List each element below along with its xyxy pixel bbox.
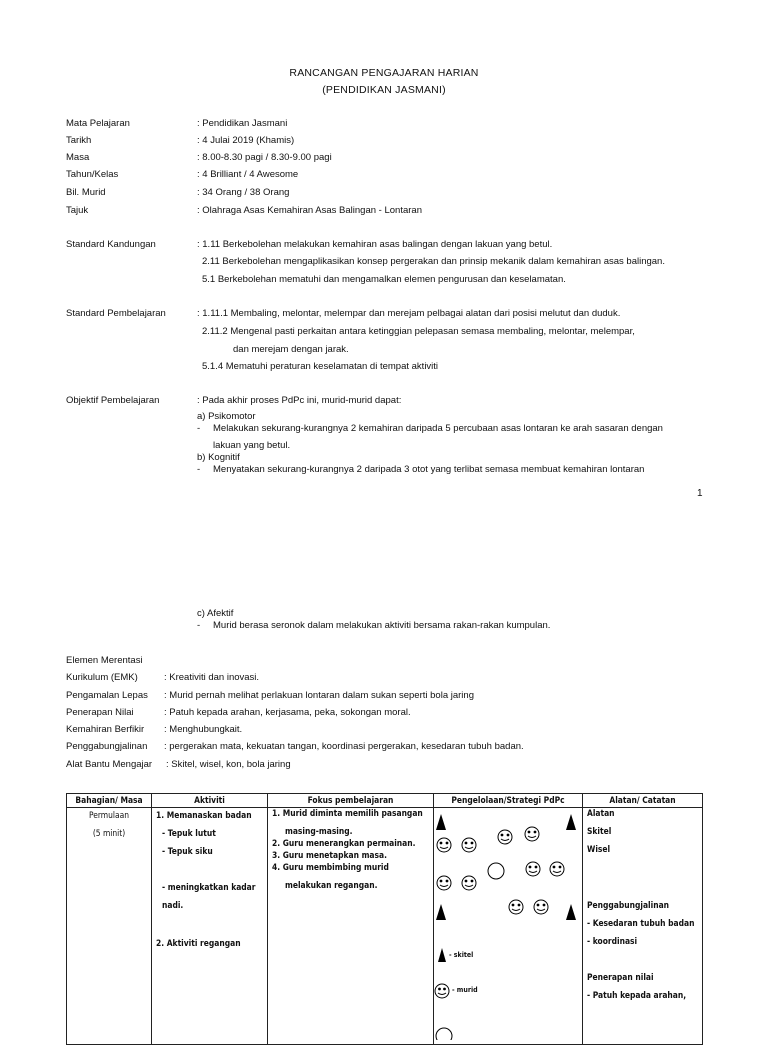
info-label-topic: Tajuk xyxy=(66,205,89,216)
objektif-b-heading: b) Kognitif xyxy=(197,452,240,463)
objektif-a-line: Melakukan sekurang-kurangnya 2 kemahiran daripada 5 percubaan asas lontaran ke arah sasaran dengan xyxy=(213,423,663,434)
murid-icon xyxy=(437,876,451,890)
column-header: Fokus pembelajaran xyxy=(268,794,434,808)
formation-diagram xyxy=(434,808,583,1040)
standard-kandungan-line: 5.1 Berkebolehan mematuhi dan mengamalkan elemen pengurusan dan keselamatan. xyxy=(202,274,566,285)
column-header: Pengelolaan/Strategi PdPc xyxy=(434,794,583,808)
bullet-dash: - xyxy=(197,423,201,434)
alatan-line: Alatan xyxy=(587,808,615,818)
fokus-line: masing-masing. xyxy=(285,826,353,836)
table-header-row xyxy=(67,794,703,808)
column-header: Alatan/ Catatan xyxy=(583,794,703,808)
objektif-c-heading: c) Afektif xyxy=(197,608,234,619)
murid-icon xyxy=(525,827,539,841)
elemen-value: : Skitel, wisel, kon, bola jaring xyxy=(166,759,291,770)
bahagian-duration: (5 minit) xyxy=(92,828,126,838)
aktiviti-line: 2. Aktiviti regangan xyxy=(156,938,241,948)
objektif-b-line: Menyatakan sekurang-kurangnya 2 daripada 3 otot yang terlibat semasa membuat kemahiran lontaran xyxy=(213,464,645,475)
column-header: Bahagian/ Masa xyxy=(67,794,152,808)
elemen-label: Kurikulum (EMK) xyxy=(66,672,138,683)
standard-kandungan-line: : 1.11 Berkebolehan melakukan kemahiran asas balingan dengan lakuan yang betul. xyxy=(197,239,553,250)
elemen-value: : Kreativiti dan inovasi. xyxy=(164,672,260,683)
info-value-time: : 8.00-8.30 pagi / 8.30-9.00 pagi xyxy=(197,152,332,163)
aktiviti-line: - Tepuk lutut xyxy=(162,828,216,838)
elemen-label: Penerapan Nilai xyxy=(66,707,134,718)
info-label-students: Bil. Murid xyxy=(66,187,106,198)
aktiviti-line: - meningkatkan kadar xyxy=(162,882,256,892)
objektif-c-line: Murid berasa seronok dalam melakukan aktiviti bersama rakan-rakan kumpulan. xyxy=(213,620,551,631)
alatan-line: Penerapan nilai xyxy=(587,972,654,982)
ball-icon xyxy=(436,1028,452,1040)
murid-icon xyxy=(526,862,540,876)
elemen-heading: Elemen Merentasi xyxy=(66,655,143,666)
info-label-date: Tarikh xyxy=(66,135,92,146)
aktiviti-cell xyxy=(152,808,268,1045)
standard-pembelajaran-line: 2.11.2 Mengenal pasti perkaitan antara ketinggian pelepasan semasa membaling, melontar, melempar, xyxy=(202,326,635,337)
alatan-line: Penggabungjalinan xyxy=(587,900,670,910)
alatan-line: - koordinasi xyxy=(587,936,638,946)
elemen-value: : Menghubungkait. xyxy=(164,724,243,735)
fokus-line: 4. Guru membimbing murid xyxy=(272,862,389,872)
objektif-intro: : Pada akhir proses PdPc ini, murid-murid dapat: xyxy=(197,395,402,406)
murid-icon xyxy=(437,838,451,852)
table-row xyxy=(67,808,703,1045)
murid-icon xyxy=(509,900,523,914)
bahagian-cell xyxy=(67,808,152,1045)
elemen-label: Pengamalan Lepas xyxy=(66,690,148,701)
info-value-class: : 4 Brilliant / 4 Awesome xyxy=(197,169,299,180)
elemen-value: : Murid pernah melihat perlakuan lontaran dalam sukan seperti bola jaring xyxy=(164,690,474,701)
fokus-line: 2. Guru menerangkan permainan. xyxy=(272,838,416,848)
aktiviti-line: - Tepuk siku xyxy=(162,846,213,856)
page-number: 1 xyxy=(697,488,703,499)
aktiviti-line: nadi. xyxy=(162,900,184,910)
info-value-date: : 4 Julai 2019 (Khamis) xyxy=(197,135,295,146)
standard-pembelajaran-line: : 1.11.1 Membaling, melontar, melempar dan merejam pelbagai alatan dari posisi melutut dan duduk. xyxy=(197,308,621,319)
fokus-line: 1. Murid diminta memilih pasangan xyxy=(272,808,423,818)
standard-pembelajaran-line: 5.1.4 Mematuhi peraturan keselamatan di tempat aktiviti xyxy=(202,361,439,372)
pengelolaan-cell xyxy=(434,808,583,1045)
alatan-line: Wisel xyxy=(587,844,611,854)
bullet-dash: - xyxy=(197,620,201,631)
legend-murid-label: - murid xyxy=(452,986,478,994)
standard-kandungan-label: Standard Kandungan xyxy=(66,239,156,250)
objektif-a-heading: a) Psikomotor xyxy=(197,411,256,422)
info-value-students: : 34 Orang / 38 Orang xyxy=(197,187,290,198)
info-value-subject: : Pendidikan Jasmani xyxy=(197,118,288,129)
fokus-cell xyxy=(268,808,434,1045)
fokus-line: melakukan regangan. xyxy=(285,880,378,890)
elemen-label: Kemahiran Berfikir xyxy=(66,724,145,735)
info-label-time: Masa xyxy=(66,152,90,163)
murid-icon xyxy=(498,830,512,844)
column-header: Aktiviti xyxy=(152,794,268,808)
alatan-line: - Patuh kepada arahan, xyxy=(587,990,687,1000)
info-value-topic: : Olahraga Asas Kemahiran Asas Balingan - Lontaran xyxy=(197,205,422,216)
elemen-label: Penggabungjalinan xyxy=(66,741,148,752)
murid-icon xyxy=(534,900,548,914)
document-title: RANCANGAN PENGAJARAN HARIAN xyxy=(289,67,479,79)
objektif-a-line: lakuan yang betul. xyxy=(213,440,291,451)
aktiviti-line: 1. Memanaskan badan xyxy=(156,810,252,820)
murid-icon xyxy=(462,838,476,852)
objektif-label: Objektif Pembelajaran xyxy=(66,395,160,406)
info-label-class: Tahun/Kelas xyxy=(66,169,119,180)
elemen-value: : Patuh kepada arahan, kerjasama, peka, sokongan moral. xyxy=(164,707,411,718)
elemen-value: : pergerakan mata, kekuatan tangan, koordinasi pergerakan, kesedaran tubuh badan. xyxy=(164,741,524,752)
standard-pembelajaran-label: Standard Pembelajaran xyxy=(66,308,166,319)
legend-skitel-label: - skitel xyxy=(449,951,474,959)
bahagian-phase: Permulaan xyxy=(88,810,130,820)
murid-icon xyxy=(550,862,564,876)
elemen-label: Alat Bantu Mengajar xyxy=(66,759,153,770)
info-label-subject: Mata Pelajaran xyxy=(66,118,130,129)
lesson-table xyxy=(66,793,703,1045)
murid-icon xyxy=(462,876,476,890)
alatan-line: Skitel xyxy=(587,826,612,836)
ball-icon xyxy=(488,863,504,879)
murid-icon xyxy=(435,984,449,998)
alatan-line: - Kesedaran tubuh badan xyxy=(587,918,695,928)
bullet-dash: - xyxy=(197,464,201,475)
standard-pembelajaran-line: dan merejam dengan jarak. xyxy=(233,344,349,355)
alatan-cell xyxy=(583,808,703,1045)
standard-kandungan-line: 2.11 Berkebolehan mengaplikasikan konsep pergerakan dan prinsip mekanik dalam kemahiran asas balingan. xyxy=(202,256,665,267)
document-subtitle: (PENDIDIKAN JASMANI) xyxy=(322,84,446,96)
fokus-line: 3. Guru menetapkan masa. xyxy=(272,850,387,860)
